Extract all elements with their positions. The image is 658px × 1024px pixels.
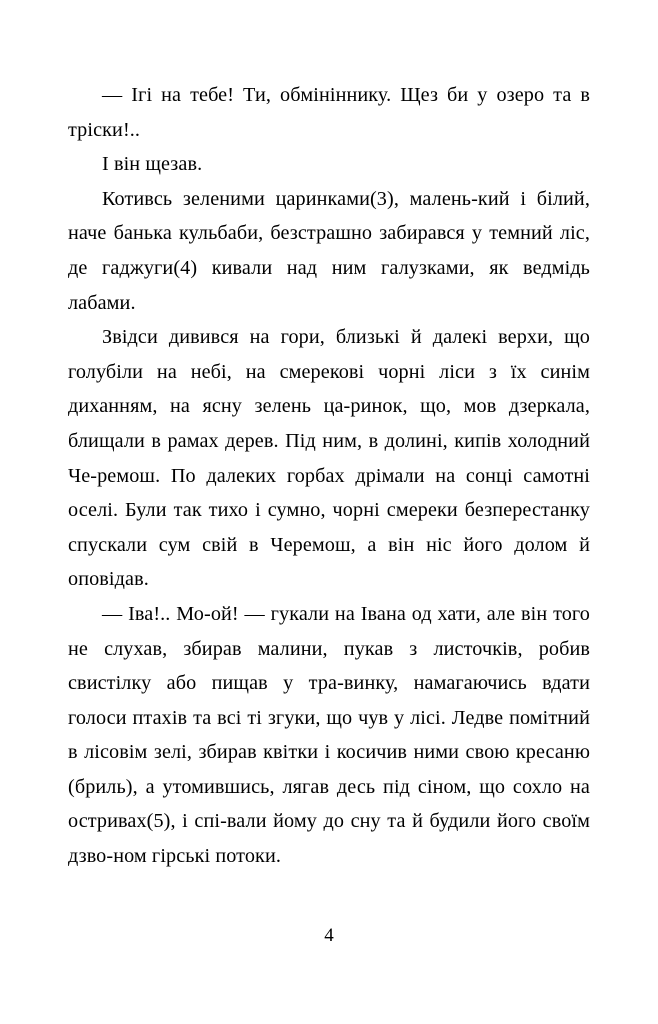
paragraph: І він щезав. (102, 153, 203, 176)
paragraph: Звідси дивився на гори, близькі й далекі верхи, що голубіли на небі, на смерекові чорні ліси з їх синім диханням, на ясну зелень ца-ринок, що, мов дзеркала, блищали в рамах дерев. Під ним, в долині, кипів холодний Че-ремош. По далеких горбах дрімали на сонці самотні оселі. Були так тихо і сумно, чорні смереки безперестанку спускали сум свій в Черемош, а він ніс його долом й оповідав. (68, 326, 590, 591)
paragraph: Котивсь зеленими царинками(3), малень-кий і білий, наче банька кульбаби, безстрашно забирався у темний ліс, де гаджуги(4) кивали над ним галузками, як ведмідь лабами. (68, 187, 590, 314)
paragraph: — Іва!.. Мо-ой! — гукали на Івана од хати, але він того не слухав, збирав малини, пукав з листочків, робив свистілку або пищав у тра-винку, намагаючись вдати голоси птахів та всі ті згуки, що чув у лісі. Ледве помітний в лісовім зелі, збирав квітки і косичив ними свою кресаню (бриль), а утомившись, лягав десь під сіном, що сохло на остривах(5), і спі-вали йому до сну та й будили його своїм дзво-ном гірські потоки. (68, 602, 590, 868)
paragraph: — Ігі на тебе! Ти, обмініннику. Щез би у озеро та в тріски!.. (68, 84, 590, 141)
page-body-text (68, 78, 590, 874)
page-number: 4 (324, 925, 334, 946)
